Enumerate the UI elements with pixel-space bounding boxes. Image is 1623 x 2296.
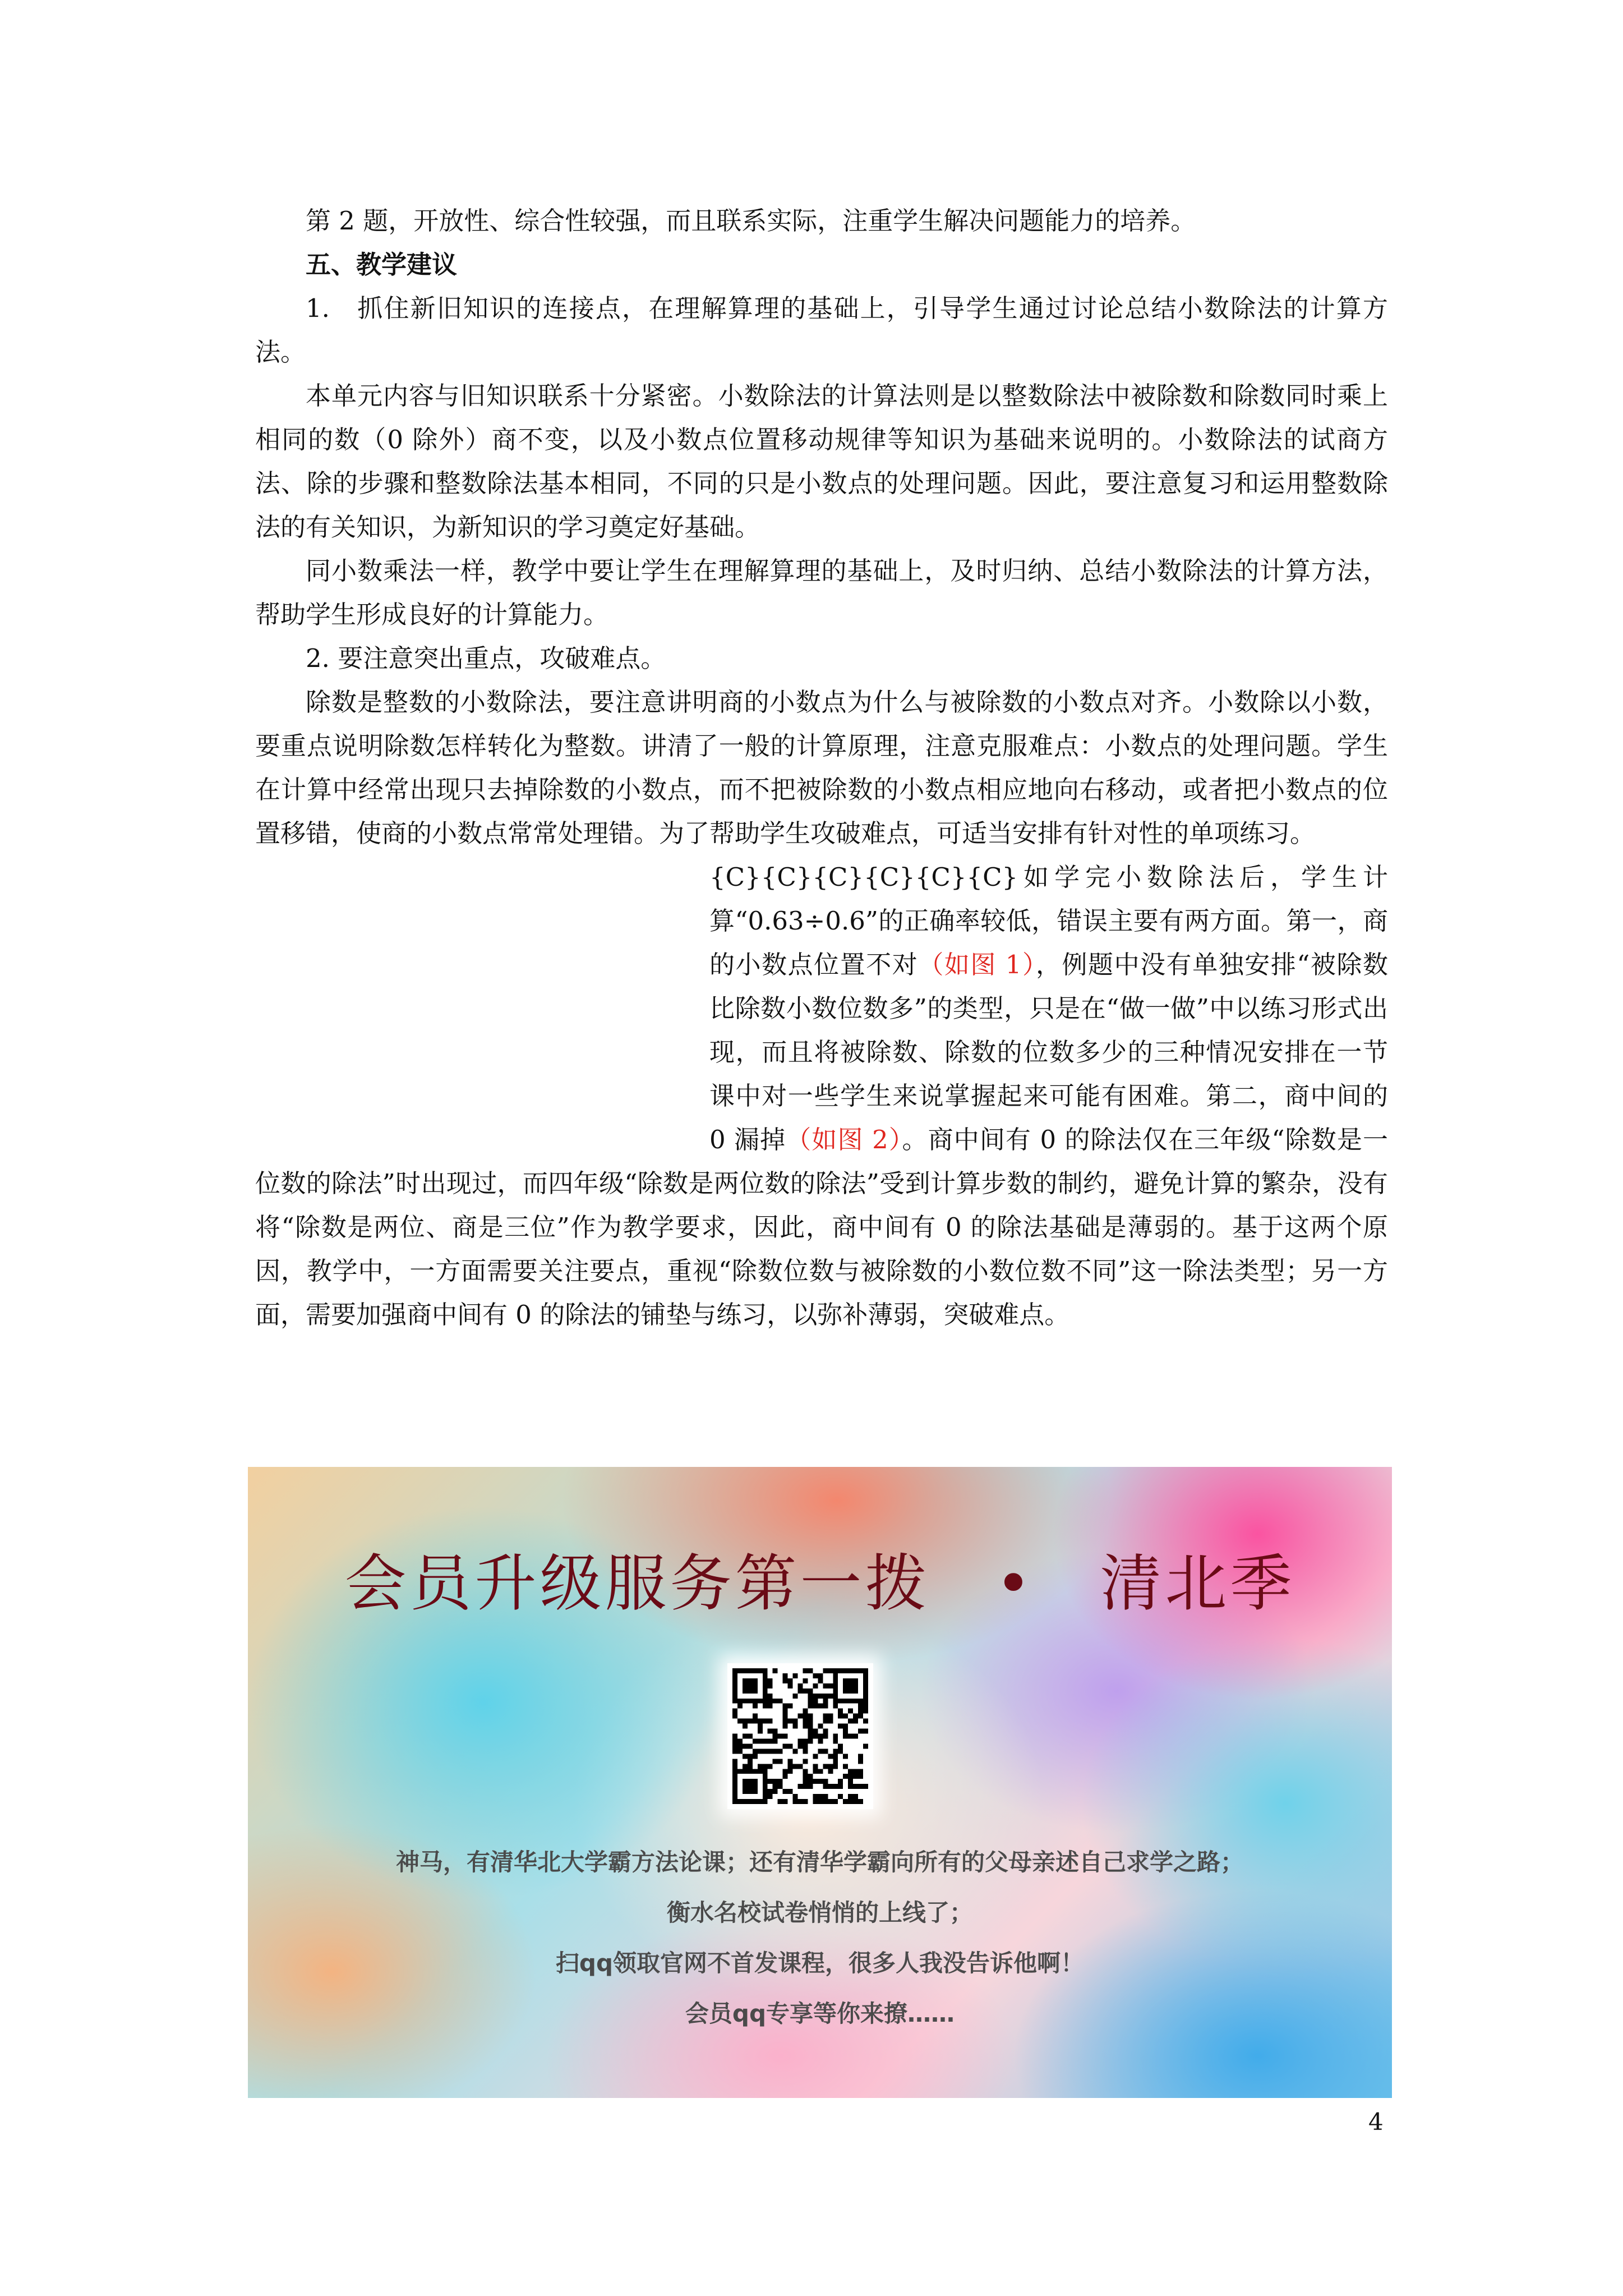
- banner-title: 会员升级服务第一拨 • 清北季: [344, 1548, 1295, 1619]
- figure-1-reference: （如图 1）: [918, 950, 1036, 979]
- paragraph-7-part-a: {C}{C}{C}{C}{C}{C}如学完小数除法后，学生计算“0.63÷0.6”的正确率较低，错误主要有两方面。第一，商的小数点位置不对: [709, 862, 1388, 979]
- banner-text: [248, 1837, 1392, 2039]
- section-heading: 五、教学建议: [306, 250, 458, 279]
- paragraph-5: 2. 要注意突出重点，攻破难点。: [306, 643, 666, 673]
- paragraph-7-part-c: 。商中间有 0 的除法仅在三年级“除数是一位数的除法”时出现过，而四年级“除数是两位数的除法”受到计算步数的制约，避免计算的繁杂，没有将“除数是两位、商是三位”作为教学要求，因此，商中间有 0 的除法基础是薄弱的。基于这两个原因，教学中，一方面需要关注要点，重视“除数位数与被除数的小数位数不同”这一除法类型；另一方面，需要加强商中间有 0 的除法的铺垫与练习，以弥补薄弱，突破难点。: [255, 1125, 1389, 1329]
- paragraph-1: 第 2 题，开放性、综合性较强，而且联系实际，注重学生解决问题能力的培养。: [306, 206, 1196, 236]
- banner-line-4: 会员qq专享等你来撩……: [685, 2000, 955, 2027]
- paragraph-4: 同小数乘法一样，教学中要让学生在理解算理的基础上，及时归纳、总结小数除法的计算方法，帮助学生形成良好的计算能力。: [255, 556, 1388, 629]
- banner-line-2: 衡水名校试卷悄悄的上线了；: [666, 1899, 973, 1926]
- qr-code-icon: [727, 1663, 873, 1809]
- banner-line-3: 扫qq领取官网不首发课程，很多人我没告诉他啊！: [555, 1949, 1085, 1977]
- qr-code[interactable]: [727, 1663, 873, 1809]
- figure-placeholder: [255, 855, 693, 1119]
- paragraph-3: 本单元内容与旧知识联系十分紧密。小数除法的计算法则是以整数除法中被除数和除数同时乘上相同的数（0 除外）商不变，以及小数点位置移动规律等知识为基础来说明的。小数除法的试商方法、除的步骤和整数除法基本相同，不同的只是小数点的处理问题。因此，要注意复习和运用整数除法的有关知识，为新知识的学习奠定好基础。: [255, 381, 1388, 542]
- paragraph-2: 1. 抓住新旧知识的连接点，在理解算理的基础上，引导学生通过讨论总结小数除法的计算方法。: [255, 293, 1388, 367]
- paragraph-7-block: [255, 855, 1388, 1337]
- promo-banner[interactable]: [248, 1467, 1392, 2098]
- paragraph-7-part-b: ，例题中没有单独安排“被除数比除数小数位数多”的类型，只是在“做一做”中以练习形式出现，而且将被除数、除数的位数多少的三种情况安排在一节课中对一些学生来说掌握起来可能有困难。第二，商中间的 0 漏掉: [709, 950, 1388, 1154]
- banner-line-1: 神马，有清华北大学霸方法论课；还有清华学霸向所有的父母亲述自己求学之路；: [395, 1848, 1244, 1876]
- body-text: [255, 199, 1388, 1337]
- figure-2-reference: （如图 2）: [786, 1125, 902, 1154]
- page-number: 4: [1368, 2108, 1384, 2136]
- paragraph-6: 除数是整数的小数除法，要注意讲明商的小数点为什么与被除数的小数点对齐。小数除以小数，要重点说明除数怎样转化为整数。讲清了一般的计算原理，注意克服难点：小数点的处理问题。学生在计算中经常出现只去掉除数的小数点，而不把被除数的小数点相应地向右移动，或者把小数点的位置移错，使商的小数点常常处理错。为了帮助学生攻破难点，可适当安排有针对性的单项练习。: [255, 687, 1388, 848]
